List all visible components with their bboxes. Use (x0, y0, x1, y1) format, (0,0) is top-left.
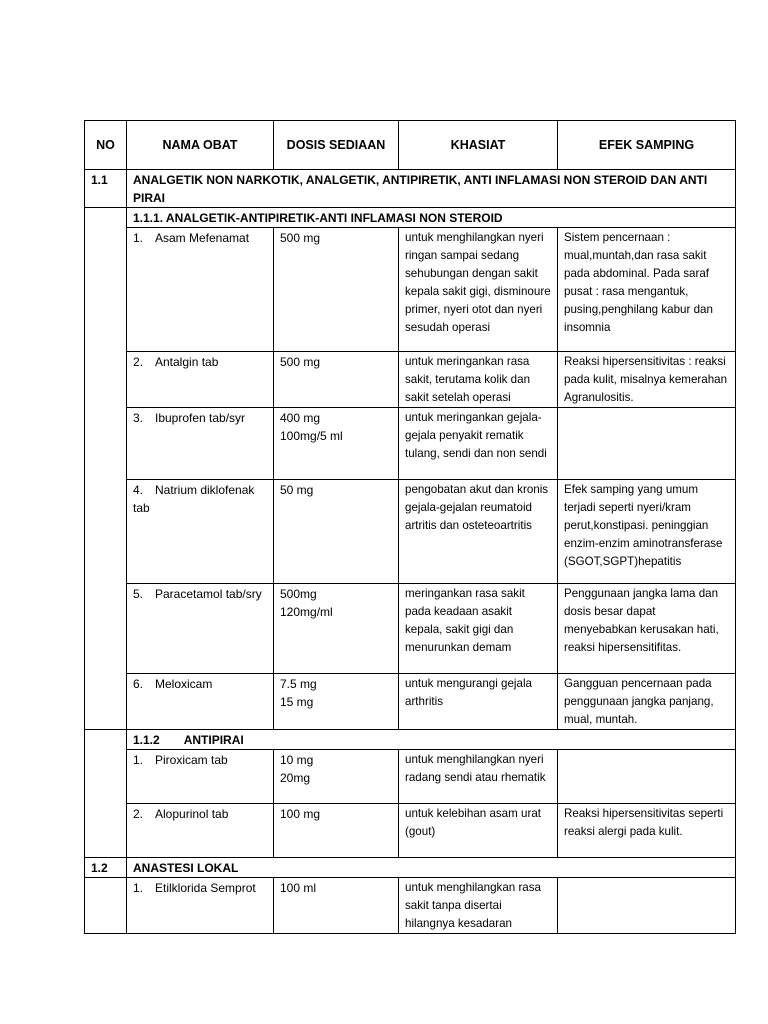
dose-line: 100 mg (280, 807, 321, 821)
item-number: 1. (133, 753, 144, 767)
drug-name (127, 674, 274, 730)
item-number: 4. (133, 483, 144, 497)
item-number: 2. (133, 807, 144, 821)
drug-dose (274, 352, 399, 408)
drug-name-text: Natrium diklofenak tab (133, 483, 255, 515)
subsection-title (127, 730, 736, 750)
drug-dose (274, 804, 399, 858)
drug-khasiat: meringankan rasa sakit pada keadaan asakit kepala, sakit gigi dan menurunkan demam (399, 584, 558, 674)
drug-dose (274, 878, 399, 934)
item-number: 1. (133, 231, 144, 245)
drug-name-text: Antalgin tab (155, 355, 219, 369)
table-row (85, 804, 736, 858)
drug-efek: Efek samping yang umum terjadi seperti nyeri/kram perut,konstipasi. peninggian enzim-enzim aminotransferase (SGOT,SGPT)hepatitis (558, 480, 736, 584)
table-header-row (85, 121, 736, 170)
drug-name (127, 750, 274, 804)
drug-efek (558, 878, 736, 934)
dose-line: 20mg (280, 771, 311, 785)
dose-line: 500 mg (280, 231, 321, 245)
drug-name-text: Etilklorida Semprot (155, 881, 256, 895)
dose-line: 50 mg (280, 483, 314, 497)
drug-efek: Sistem pencernaan : mual,muntah,dan rasa sakit pada abdominal. Pada saraf pusat : rasa mengantuk, pusing,penghilang kabur dan insomnia (558, 228, 736, 352)
drug-efek (558, 408, 736, 480)
table-row (85, 674, 736, 730)
drug-efek: Penggunaan jangka lama dan dosis besar dapat menyebabkan kerusakan hati, reaksi hipersensitifitas. (558, 584, 736, 674)
drug-efek: Reaksi hipersensitivitas : reaksi pada kulit, misalnya kemerahan Agranulositis. (558, 352, 736, 408)
drug-dose (274, 674, 399, 730)
section-number: 1.1 (85, 170, 127, 208)
dose-line: 7.5 mg (280, 677, 317, 691)
drug-name (127, 408, 274, 480)
section-title: ANALGETIK NON NARKOTIK, ANALGETIK, ANTIPIRETIK, ANTI INFLAMASI NON STEROID DAN ANTI PIRAI (127, 170, 736, 208)
section-row (85, 858, 736, 878)
drug-name-text: Meloxicam (155, 677, 213, 691)
section-row (85, 170, 736, 208)
drug-name-text: Asam Mefenamat (155, 231, 250, 245)
table-row (85, 352, 736, 408)
dose-line: 10 mg (280, 753, 314, 767)
dose-line: 100mg/5 ml (280, 429, 343, 443)
subsection-title-text: ANTIPIRAI (183, 733, 244, 747)
subsection-row (85, 208, 736, 228)
item-number: 1. (133, 881, 144, 895)
item-number: 6. (133, 677, 144, 691)
dose-line: 500mg (280, 587, 317, 601)
drug-khasiat: untuk mengurangi gejala arthritis (399, 674, 558, 730)
drug-name (127, 480, 274, 584)
drug-khasiat: untuk meringankan rasa sakit, terutama kolik dan sakit setelah operasi (399, 352, 558, 408)
header-nama-obat: NAMA OBAT (127, 121, 274, 170)
header-khasiat: KHASIAT (399, 121, 558, 170)
drug-name (127, 584, 274, 674)
item-number: 2. (133, 355, 144, 369)
drug-name (127, 804, 274, 858)
section-number: 1.2 (85, 858, 127, 878)
drug-name (127, 228, 274, 352)
drug-efek: Reaksi hipersensitivitas seperti reaksi alergi pada kulit. (558, 804, 736, 858)
header-efek: EFEK SAMPING (558, 121, 736, 170)
drug-dose (274, 408, 399, 480)
drug-name-text: Piroxicam tab (155, 753, 228, 767)
drug-khasiat: untuk meringankan gejala-gejala penyakit rematik tulang, sendi dan non sendi (399, 408, 558, 480)
drug-efek (558, 750, 736, 804)
item-number: 5. (133, 587, 144, 601)
item-number: 3. (133, 411, 144, 425)
empty-no-cell (85, 208, 127, 730)
empty-no-cell (85, 730, 127, 858)
table-row (85, 480, 736, 584)
dose-line: 100 ml (280, 881, 317, 895)
table-row (85, 750, 736, 804)
subsection-number: 1.1.2 (133, 733, 160, 747)
table-row (85, 584, 736, 674)
section-title: ANASTESI LOKAL (127, 858, 736, 878)
drug-dose (274, 584, 399, 674)
table-row (85, 408, 736, 480)
drug-name-text: Alopurinol tab (155, 807, 229, 821)
drug-name (127, 878, 274, 934)
drug-table (84, 120, 736, 934)
drug-khasiat: pengobatan akut dan kronis gejala-gejalan reumatoid artritis dan osteteoartritis (399, 480, 558, 584)
drug-dose (274, 228, 399, 352)
drug-khasiat: untuk menghilangkan nyeri radang sendi atau rhematik (399, 750, 558, 804)
table-row (85, 878, 736, 934)
dose-line: 120mg/ml (280, 605, 333, 619)
drug-khasiat: untuk kelebihan asam urat (gout) (399, 804, 558, 858)
header-no: NO (85, 121, 127, 170)
drug-name (127, 352, 274, 408)
header-dosis: DOSIS SEDIAAN (274, 121, 399, 170)
drug-khasiat: untuk menghilangkan nyeri ringan sampai sedang sehubungan dengan sakit kepala sakit gigi, disminoure primer, nyeri otot dan nyeri sesudah operasi (399, 228, 558, 352)
dose-line: 400 mg (280, 411, 321, 425)
dose-line: 500 mg (280, 355, 321, 369)
drug-name-text: Paracetamol tab/sry (155, 587, 262, 601)
drug-dose (274, 480, 399, 584)
drug-dose (274, 750, 399, 804)
drug-name-text: Ibuprofen tab/syr (155, 411, 246, 425)
table-row (85, 228, 736, 352)
drug-efek: Gangguan pencernaan pada penggunaan jangka panjang, mual, muntah. (558, 674, 736, 730)
subsection-row (85, 730, 736, 750)
subsection-title: 1.1.1. ANALGETIK-ANTIPIRETIK-ANTI INFLAMASI NON STEROID (127, 208, 736, 228)
empty-no-cell (85, 878, 127, 934)
drug-khasiat: untuk menghilangkan rasa sakit tanpa disertai hilangnya kesadaran (399, 878, 558, 934)
dose-line: 15 mg (280, 695, 314, 709)
